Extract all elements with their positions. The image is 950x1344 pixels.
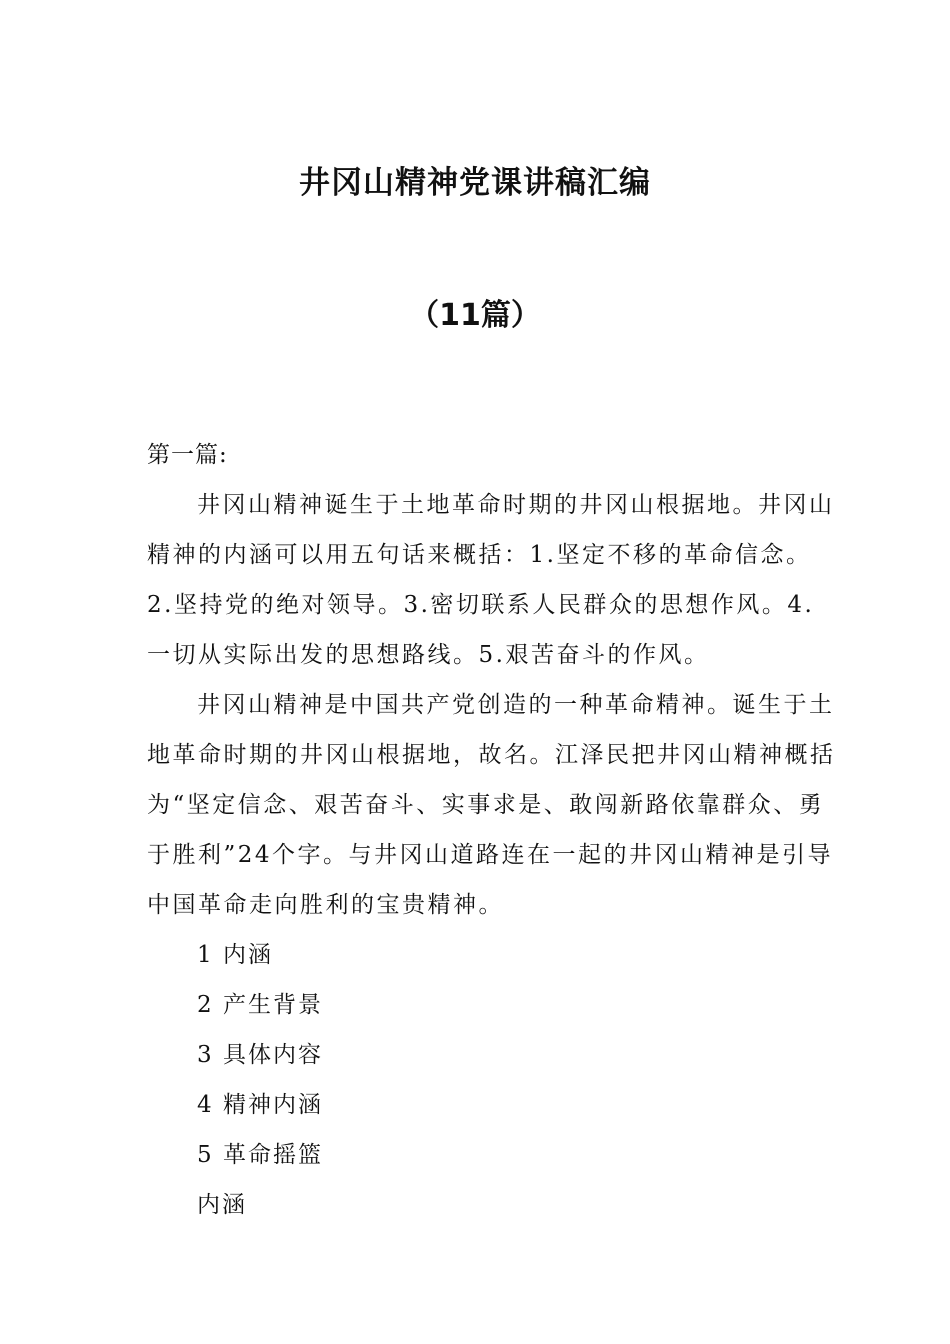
- closing-heading: 内涵: [197, 1192, 247, 1218]
- outline-item-2: 2 产生背景: [197, 992, 323, 1018]
- outline-item-1: 1 内涵: [197, 942, 273, 968]
- paragraph-1: 井冈山精神诞生于土地革命时期的井冈山根据地。井冈山精神的内涵可以用五句话来概括：1.坚定不移的革命信念。2.坚持党的绝对领导。3.密切联系人民群众的思想作风。4.一切从实际出发的思想路线。5.艰苦奋斗的作风。: [147, 492, 835, 668]
- document-body: [147, 430, 837, 1230]
- outline-item-5: 5 革命摇篮: [197, 1142, 323, 1168]
- outline-item-3: 3 具体内容: [197, 1042, 323, 1068]
- outline-item-4: 4 精神内涵: [197, 1092, 323, 1118]
- section-label: 第一篇:: [147, 442, 228, 468]
- paragraph-2: 井冈山精神是中国共产党创造的一种革命精神。诞生于土地革命时期的井冈山根据地，故名。江泽民把井冈山精神概括为“坚定信念、艰苦奋斗、实事求是、敢闯新路依靠群众、勇于胜利”24个字。与井冈山道路连在一起的井冈山精神是引导中国革命走向胜利的宝贵精神。: [147, 692, 836, 918]
- document-subtitle: （11篇）: [409, 298, 541, 333]
- document-title: 井冈山精神党课讲稿汇编: [299, 165, 651, 201]
